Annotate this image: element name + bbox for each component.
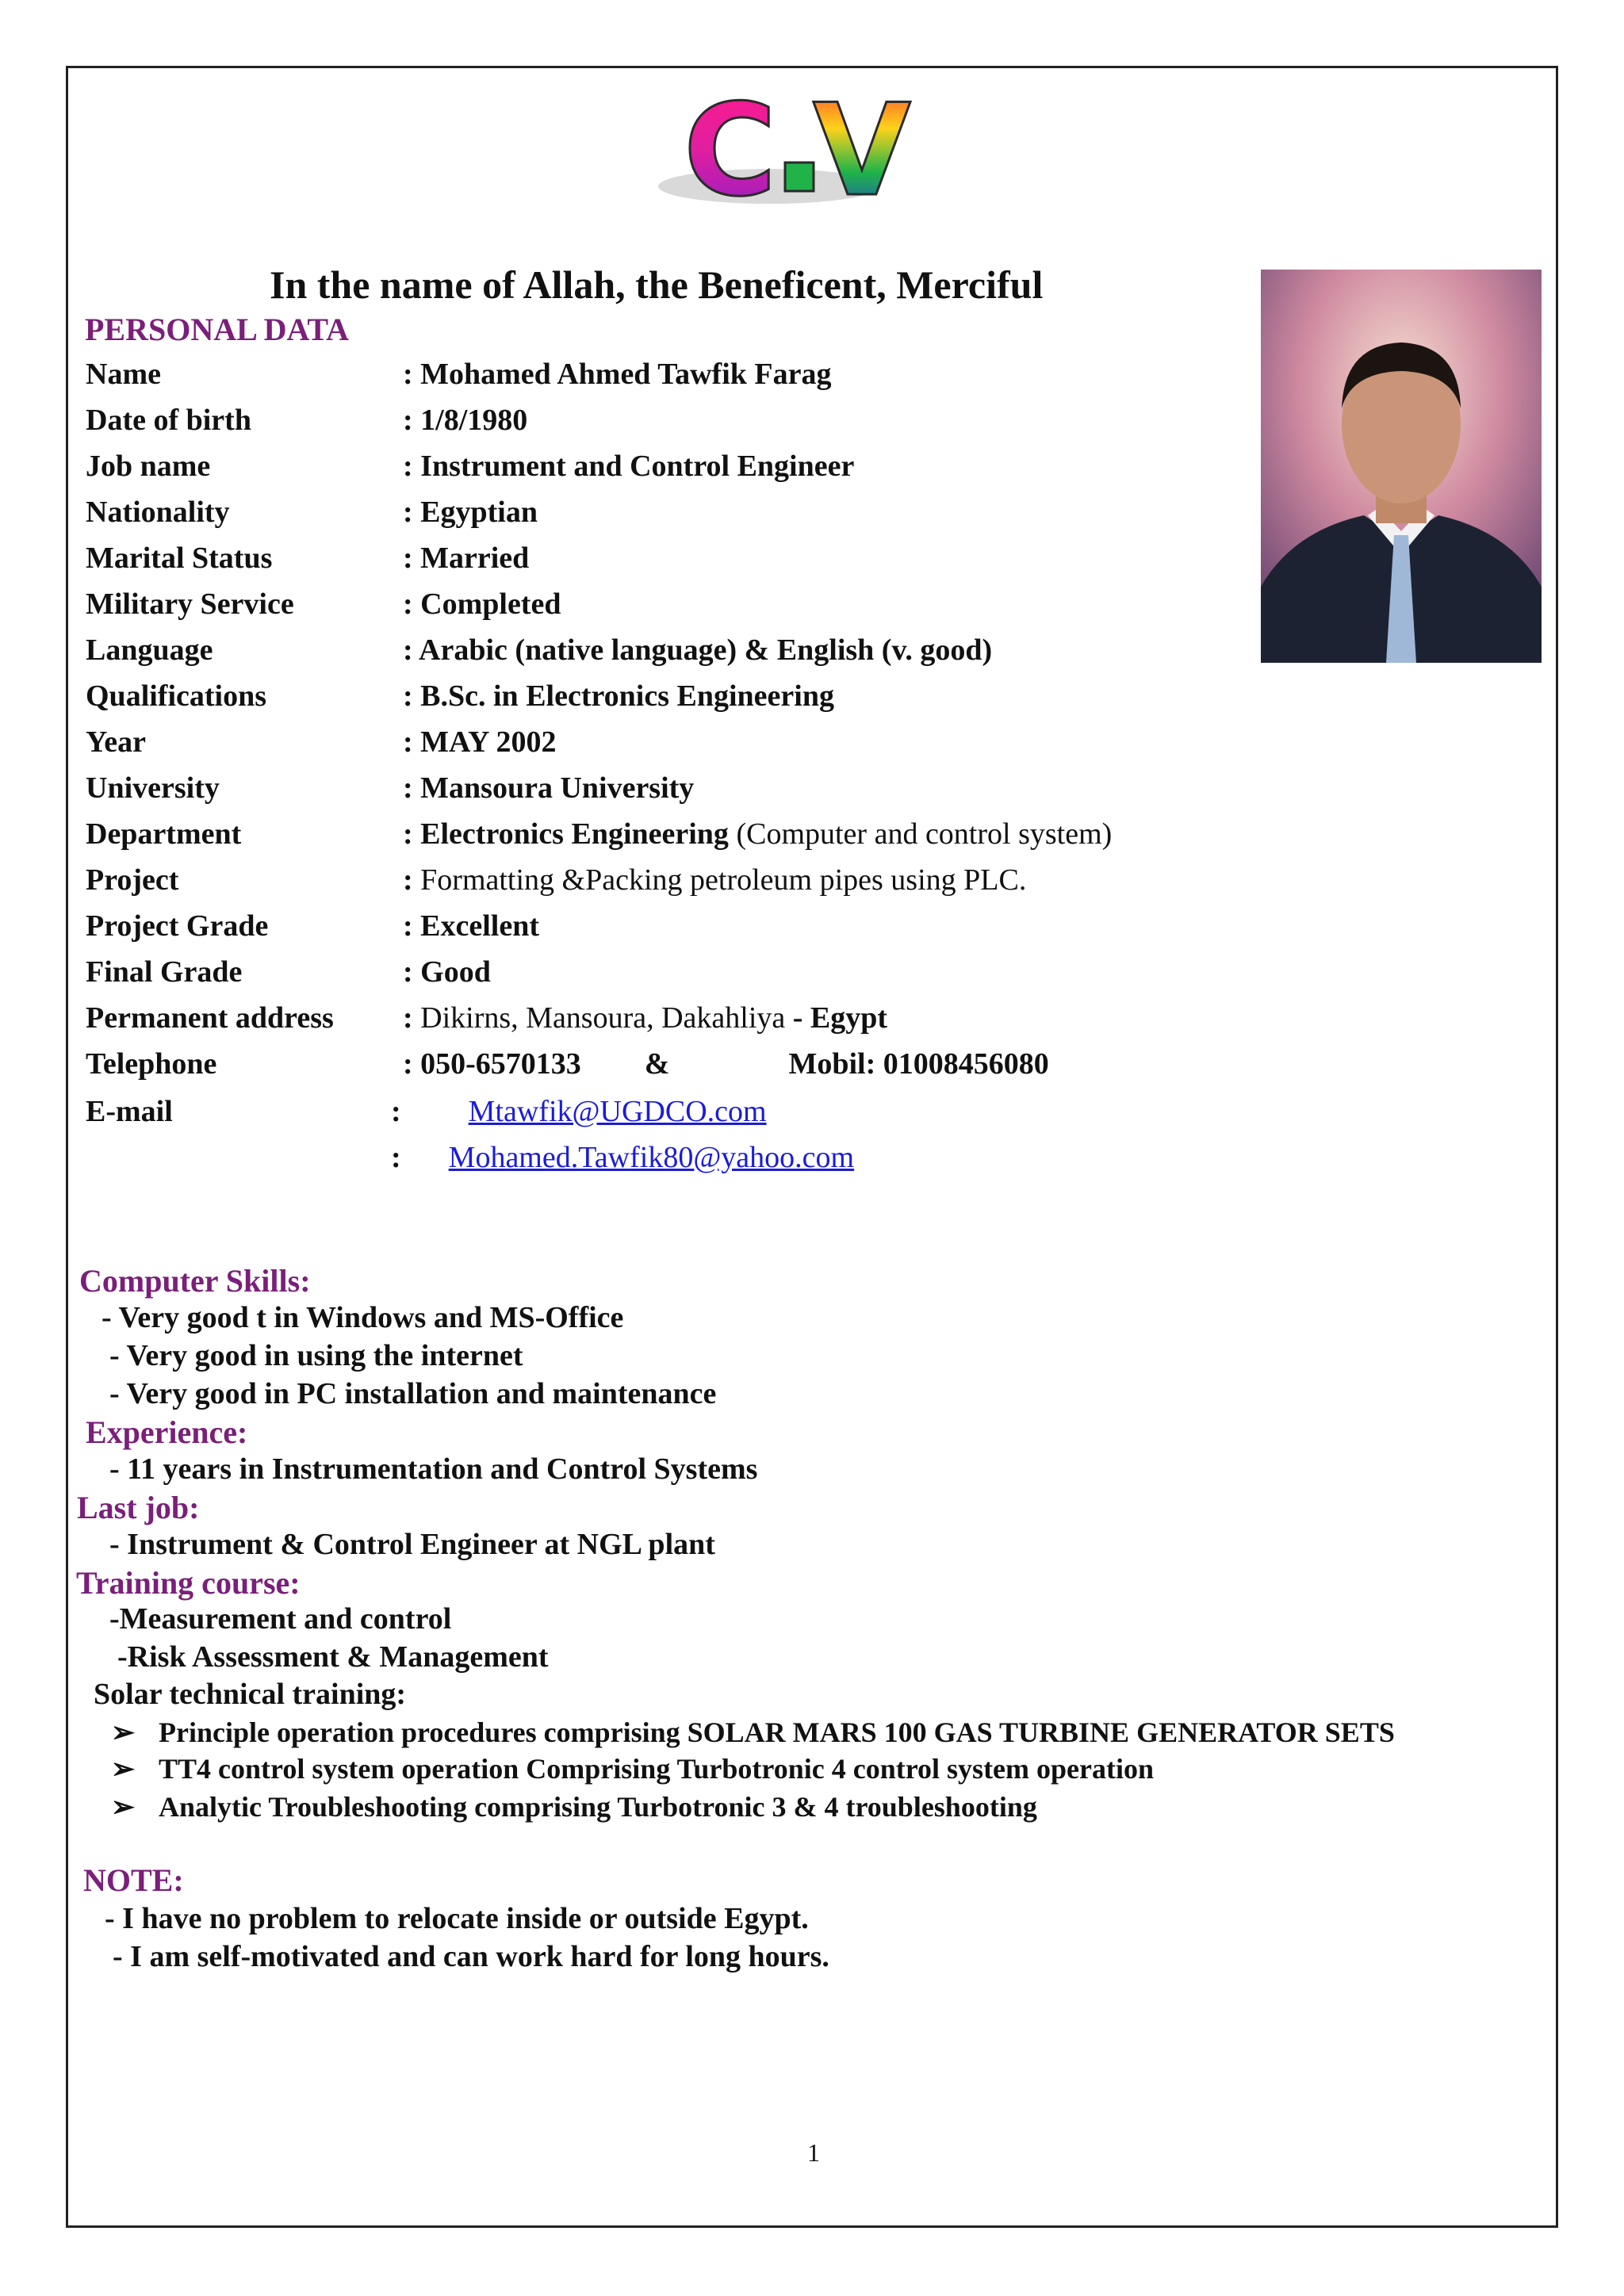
field-label: Telephone xyxy=(86,1047,217,1081)
field-value: : Married xyxy=(403,541,530,575)
field-value: : Mohamed Ahmed Tawfik Farag xyxy=(403,358,832,391)
field-value: : Completed xyxy=(403,587,561,621)
telephone-number: : 050-6570133 xyxy=(403,1047,581,1081)
field-colon: : xyxy=(403,863,413,897)
list-item: - I have no problem to relocate inside or outside Egypt. xyxy=(105,1902,809,1935)
list-item: - Very good t in Windows and MS-Office xyxy=(102,1301,624,1334)
section-title-training-course: Training course: xyxy=(76,1565,301,1601)
cv-logo xyxy=(650,79,936,214)
section-title-experience: Experience: xyxy=(86,1414,248,1450)
profile-photo xyxy=(1261,270,1542,663)
list-item: -Measurement and control xyxy=(109,1602,452,1636)
page-heading: In the name of Allah, the Beneficent, Merciful xyxy=(270,262,1044,307)
field-colon: : xyxy=(403,1001,413,1035)
list-item: - Very good in PC installation and maintenance xyxy=(109,1377,717,1410)
email-link-personal[interactable]: Mohamed.Tawfik80@yahoo.com xyxy=(448,1141,855,1174)
section-title-personal-data: PERSONAL DATA xyxy=(85,312,350,347)
field-label: Year xyxy=(86,725,146,759)
svg-text:V: V xyxy=(813,79,911,214)
field-value: : Mansoura University xyxy=(403,771,695,805)
field-label: Project xyxy=(86,863,179,897)
mobile-number: Mobil: 01008456080 xyxy=(788,1047,1049,1081)
list-item: -Risk Assessment & Management xyxy=(117,1640,549,1674)
field-label: Name xyxy=(86,358,161,391)
field-value: : Arabic (native language) & English (v. good) xyxy=(403,633,993,667)
field-country: - Egypt xyxy=(792,1001,888,1035)
field-label: Military Service xyxy=(86,587,294,621)
bullet-item: ➢ TT4 control system operation Comprising Turbotronic 4 control system operation xyxy=(111,1753,1155,1785)
svg-text:C: C xyxy=(684,79,777,214)
field-label: E-mail xyxy=(86,1095,173,1128)
field-colon: : xyxy=(391,1141,401,1174)
field-value: : Instrument and Control Engineer xyxy=(403,450,855,483)
page-number: 1 xyxy=(807,2138,820,2167)
list-item: - Instrument & Control Engineer at NGL plant xyxy=(109,1528,715,1561)
field-value: Dikirns, Mansoura, Dakahliya xyxy=(420,1001,786,1035)
field-colon: : xyxy=(391,1095,401,1128)
field-label: Date of birth xyxy=(86,404,251,437)
section-title-computer-skills: Computer Skills: xyxy=(79,1263,311,1299)
field-label: Marital Status xyxy=(86,541,273,575)
arrow-bullet-icon: ➢ xyxy=(111,1716,136,1748)
list-item: - Very good in using the internet xyxy=(109,1339,523,1372)
section-title-note: NOTE: xyxy=(83,1862,184,1898)
bullet-item: ➢ Analytic Troubleshooting comprising Turbotronic 3 & 4 troubleshooting xyxy=(111,1791,1037,1823)
field-value: : B.Sc. in Electronics Engineering xyxy=(403,679,834,713)
field-value: : 1/8/1980 xyxy=(403,404,528,437)
email-link-work[interactable]: Mtawfik@UGDCO.com xyxy=(468,1095,767,1128)
arrow-bullet-icon: ➢ xyxy=(111,1753,136,1785)
arrow-bullet-icon: ➢ xyxy=(111,1791,136,1823)
list-item: Solar technical training: xyxy=(94,1678,407,1711)
section-title-last-job: Last job: xyxy=(77,1490,200,1525)
field-label: Permanent address xyxy=(86,1001,334,1035)
field-label: Nationality xyxy=(86,496,230,529)
field-value: : Good xyxy=(403,955,491,989)
field-label: University xyxy=(86,771,220,805)
field-label: Department xyxy=(86,817,242,851)
field-label: Job name xyxy=(86,450,211,483)
field-value: Formatting &Packing petroleum pipes using PLC. xyxy=(420,863,1027,897)
bullet-item: ➢ Principle operation procedures comprising SOLAR MARS 100 GAS TURBINE GENERATOR SETS xyxy=(111,1716,1395,1748)
field-label: Language xyxy=(86,633,213,667)
ampersand: & xyxy=(644,1047,670,1081)
field-label: Qualifications xyxy=(86,679,267,713)
field-label: Final Grade xyxy=(86,955,243,989)
field-label: Project Grade xyxy=(86,909,269,943)
field-value: : Electronics Engineering xyxy=(403,817,729,851)
field-value: : Excellent xyxy=(403,909,540,943)
list-item: - I am self-motivated and can work hard for long hours. xyxy=(113,1940,829,1973)
field-detail: (Computer and control system) xyxy=(736,817,1113,851)
list-item: - 11 years in Instrumentation and Control Systems xyxy=(109,1452,758,1486)
field-value: : MAY 2002 xyxy=(403,725,557,759)
field-value: : Egyptian xyxy=(403,496,538,529)
